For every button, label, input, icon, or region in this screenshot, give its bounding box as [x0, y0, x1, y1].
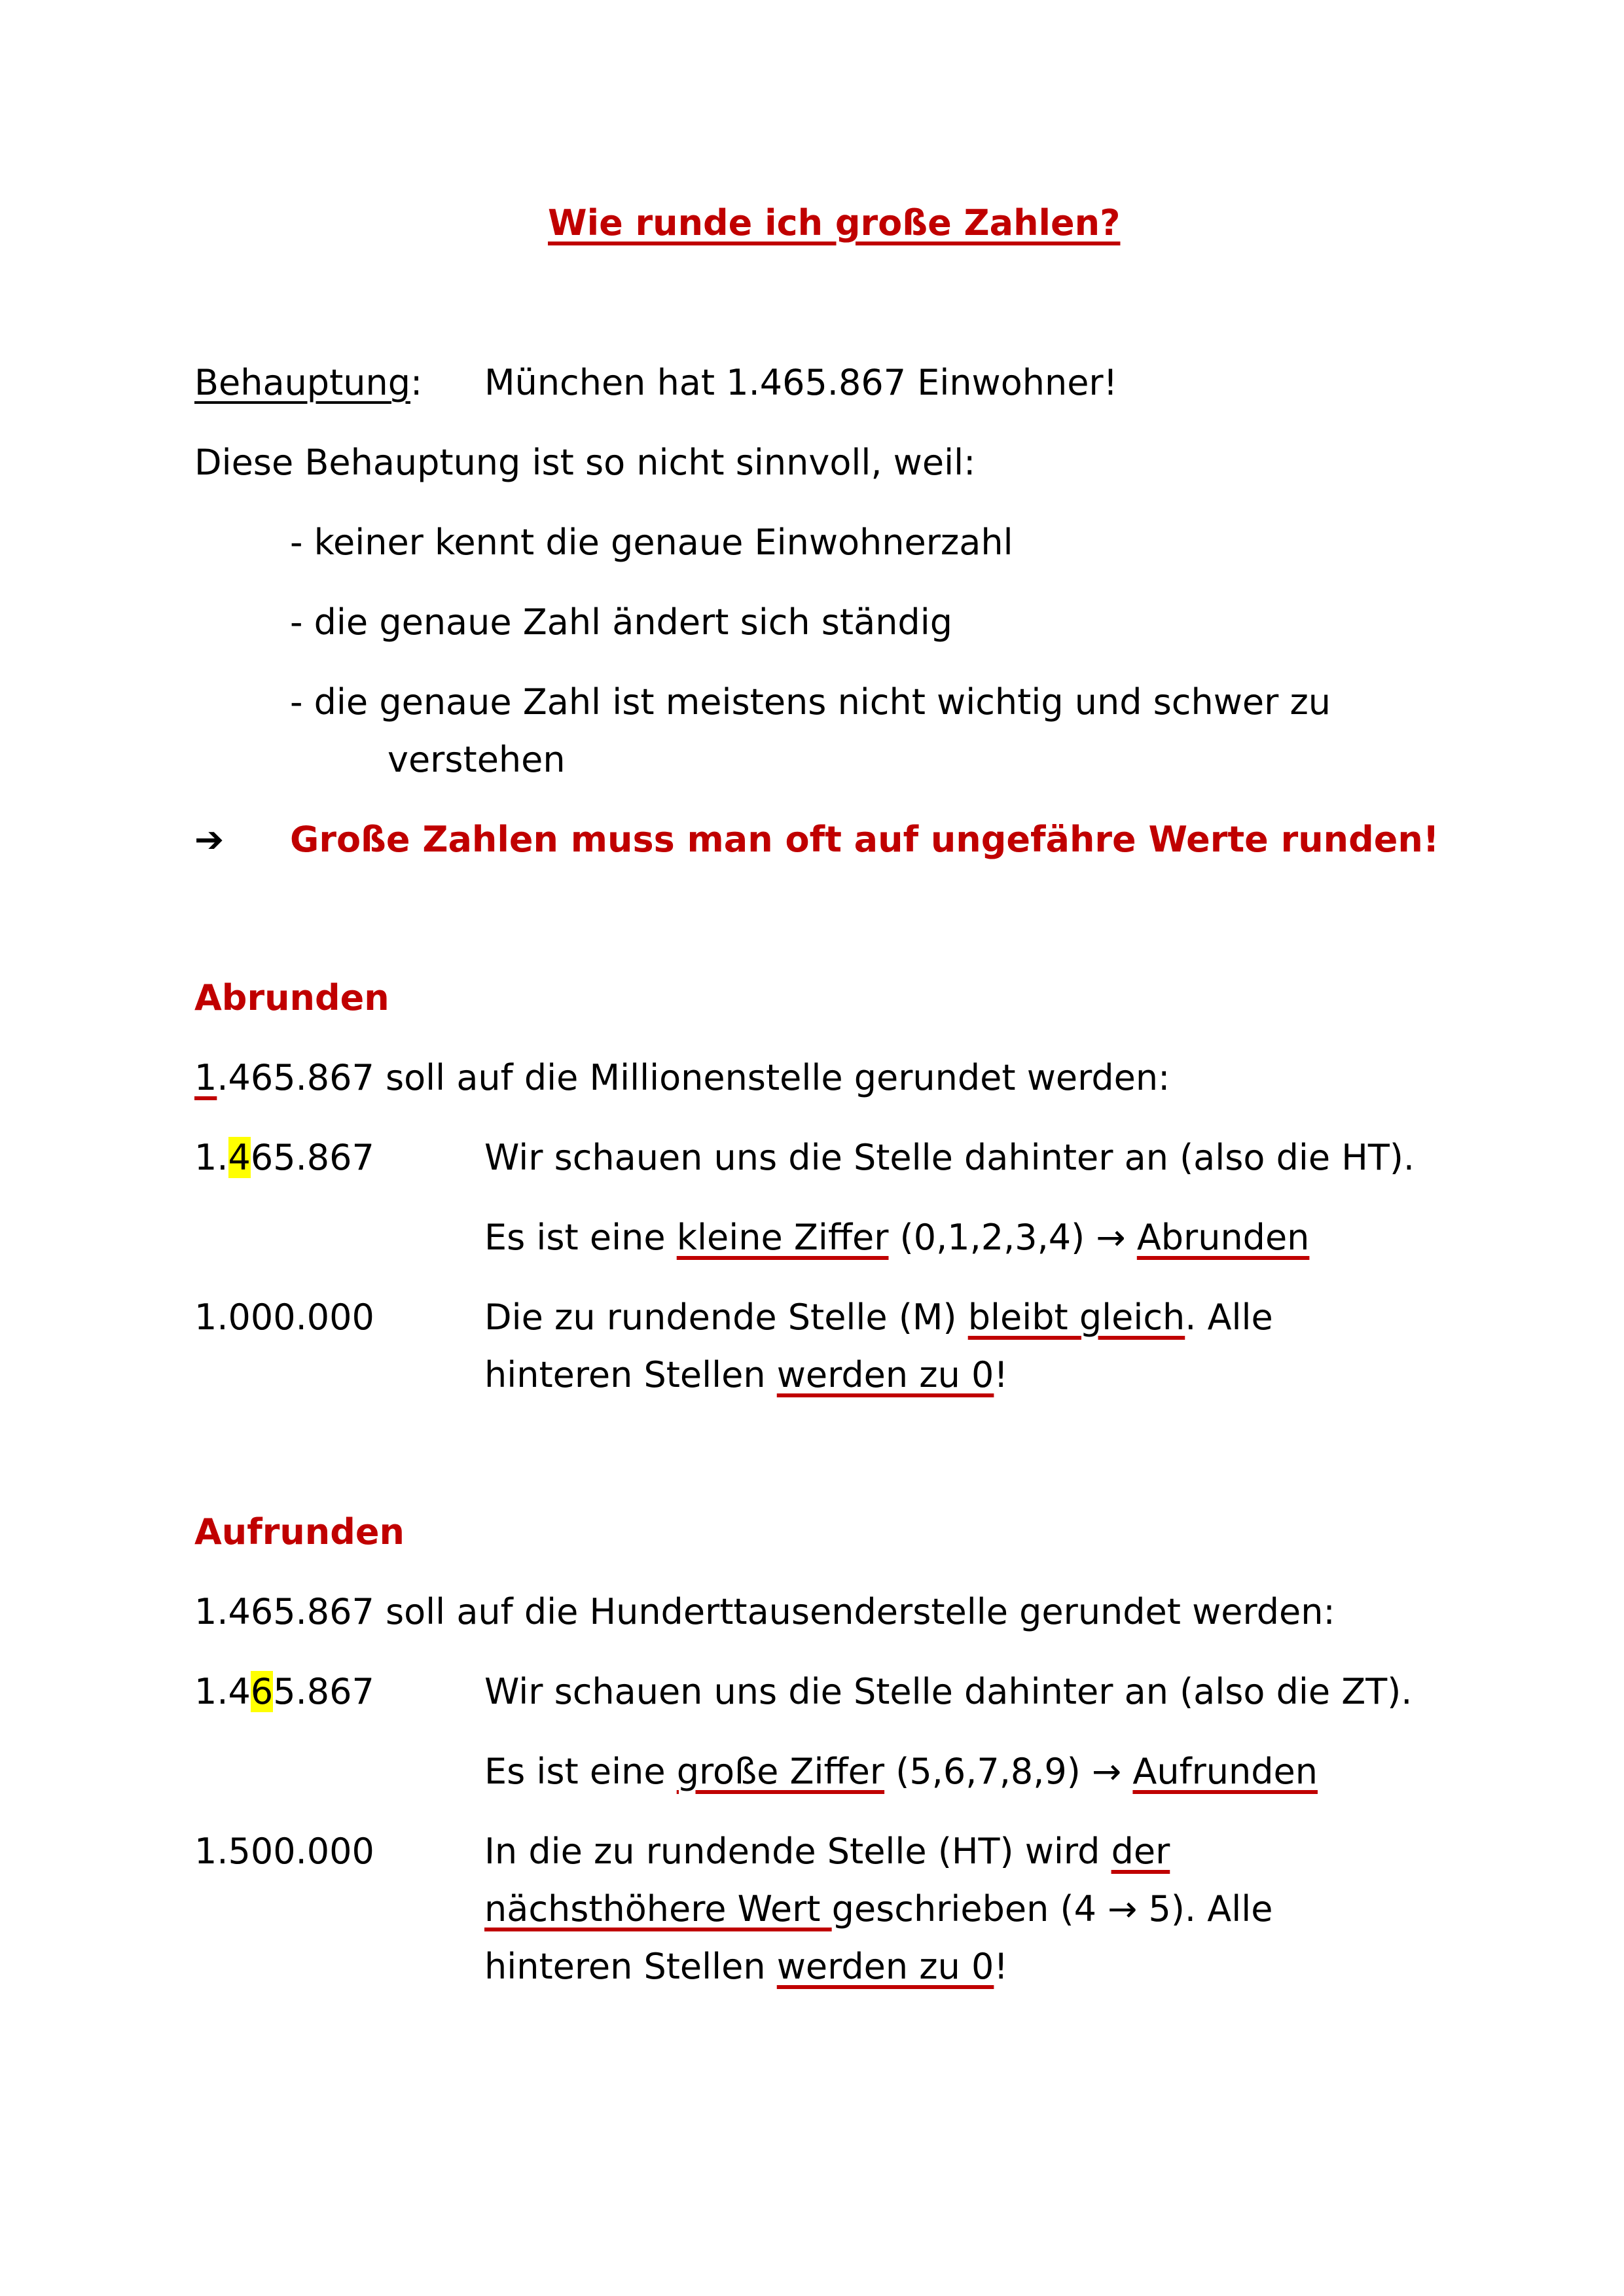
abrunden-result-number: 1.000.000	[194, 1297, 374, 1338]
text-part: (5,6,7,8,9) →	[884, 1751, 1133, 1792]
text-part: geschrieben (4 → 5). Alle	[831, 1888, 1273, 1929]
underlined-term: werden zu 0	[776, 1354, 994, 1395]
claim-label-suffix: :	[410, 362, 423, 403]
text-part: !	[994, 1354, 1009, 1395]
page-title: Wie runde ich große Zahlen?	[548, 202, 1121, 243]
number-part: 65.867	[250, 1137, 374, 1178]
aufrunden-step-3	[484, 1822, 1170, 1881]
text-part: (0,1,2,3,4) →	[888, 1217, 1137, 1258]
aufrunden-step-2	[484, 1742, 1318, 1801]
aufrunden-step-4	[484, 1880, 1272, 1939]
reason-item: - die genaue Zahl ist meistens nicht wichtig und schwer zu	[290, 681, 1331, 723]
abrunden-step-2	[484, 1208, 1309, 1267]
text-part: !	[994, 1946, 1009, 1987]
aufrunden-step-5	[484, 1937, 1008, 1996]
abrunden-step-3	[484, 1288, 1273, 1347]
arrow-right-icon: ➔	[194, 819, 225, 860]
underlined-term: kleine Ziffer	[676, 1217, 889, 1258]
underlined-term: Aufrunden	[1132, 1751, 1318, 1792]
reason-item-continuation: verstehen	[388, 739, 566, 780]
highlighted-digit: 6	[250, 1671, 274, 1712]
underlined-term: bleibt gleich	[967, 1297, 1185, 1338]
reason-item: - keiner kennt die genaue Einwohnerzahl	[290, 522, 1013, 563]
text-part: Es ist eine	[484, 1217, 677, 1258]
abrunden-intro-digit: 1	[194, 1057, 217, 1098]
underlined-term: der	[1111, 1831, 1170, 1872]
underlined-term: werden zu 0	[776, 1946, 994, 1987]
aufrunden-intro: 1.465.867 soll auf die Hunderttausenderstelle gerundet werden:	[194, 1591, 1335, 1632]
number-part: 1.4	[194, 1671, 251, 1712]
abrunden-step-4	[484, 1346, 1008, 1405]
section-heading-abrunden: Abrunden	[194, 977, 389, 1018]
highlighted-digit: 4	[228, 1137, 251, 1178]
text-part: hinteren Stellen	[484, 1354, 777, 1395]
text-part: In die zu rundende Stelle (HT) wird	[484, 1831, 1111, 1872]
aufrunden-result-number: 1.500.000	[194, 1831, 374, 1872]
number-part: 1.	[194, 1137, 228, 1178]
number-part: 5.867	[273, 1671, 374, 1712]
section-heading-aufrunden: Aufrunden	[194, 1511, 405, 1552]
reason-intro: Diese Behauptung ist so nicht sinnvoll, weil:	[194, 442, 976, 483]
text-part: Es ist eine	[484, 1751, 677, 1792]
aufrunden-step-1: Wir schauen uns die Stelle dahinter an (also die ZT).	[484, 1671, 1413, 1712]
underlined-term: nächsthöhere Wert	[484, 1888, 832, 1929]
text-part: . Alle	[1185, 1297, 1273, 1338]
aufrunden-number	[194, 1662, 374, 1721]
abrunden-step-1: Wir schauen uns die Stelle dahinter an (also die HT).	[484, 1137, 1415, 1178]
underlined-term: große Ziffer	[676, 1751, 885, 1792]
reason-item: - die genaue Zahl ändert sich ständig	[290, 601, 952, 643]
claim-label-line	[194, 353, 422, 412]
claim-text: München hat 1.465.867 Einwohner!	[484, 362, 1118, 403]
text-part: hinteren Stellen	[484, 1946, 777, 1987]
abrunden-number	[194, 1128, 374, 1187]
underlined-term: Abrunden	[1136, 1217, 1310, 1258]
conclusion-text: Große Zahlen muss man oft auf ungefähre Werte runden!	[290, 819, 1439, 860]
abrunden-intro	[194, 1049, 1170, 1107]
text-part: Die zu rundende Stelle (M)	[484, 1297, 968, 1338]
claim-label: Behauptung	[194, 362, 410, 403]
abrunden-intro-rest: .465.867 soll auf die Millionenstelle gerundet werden:	[217, 1057, 1170, 1098]
